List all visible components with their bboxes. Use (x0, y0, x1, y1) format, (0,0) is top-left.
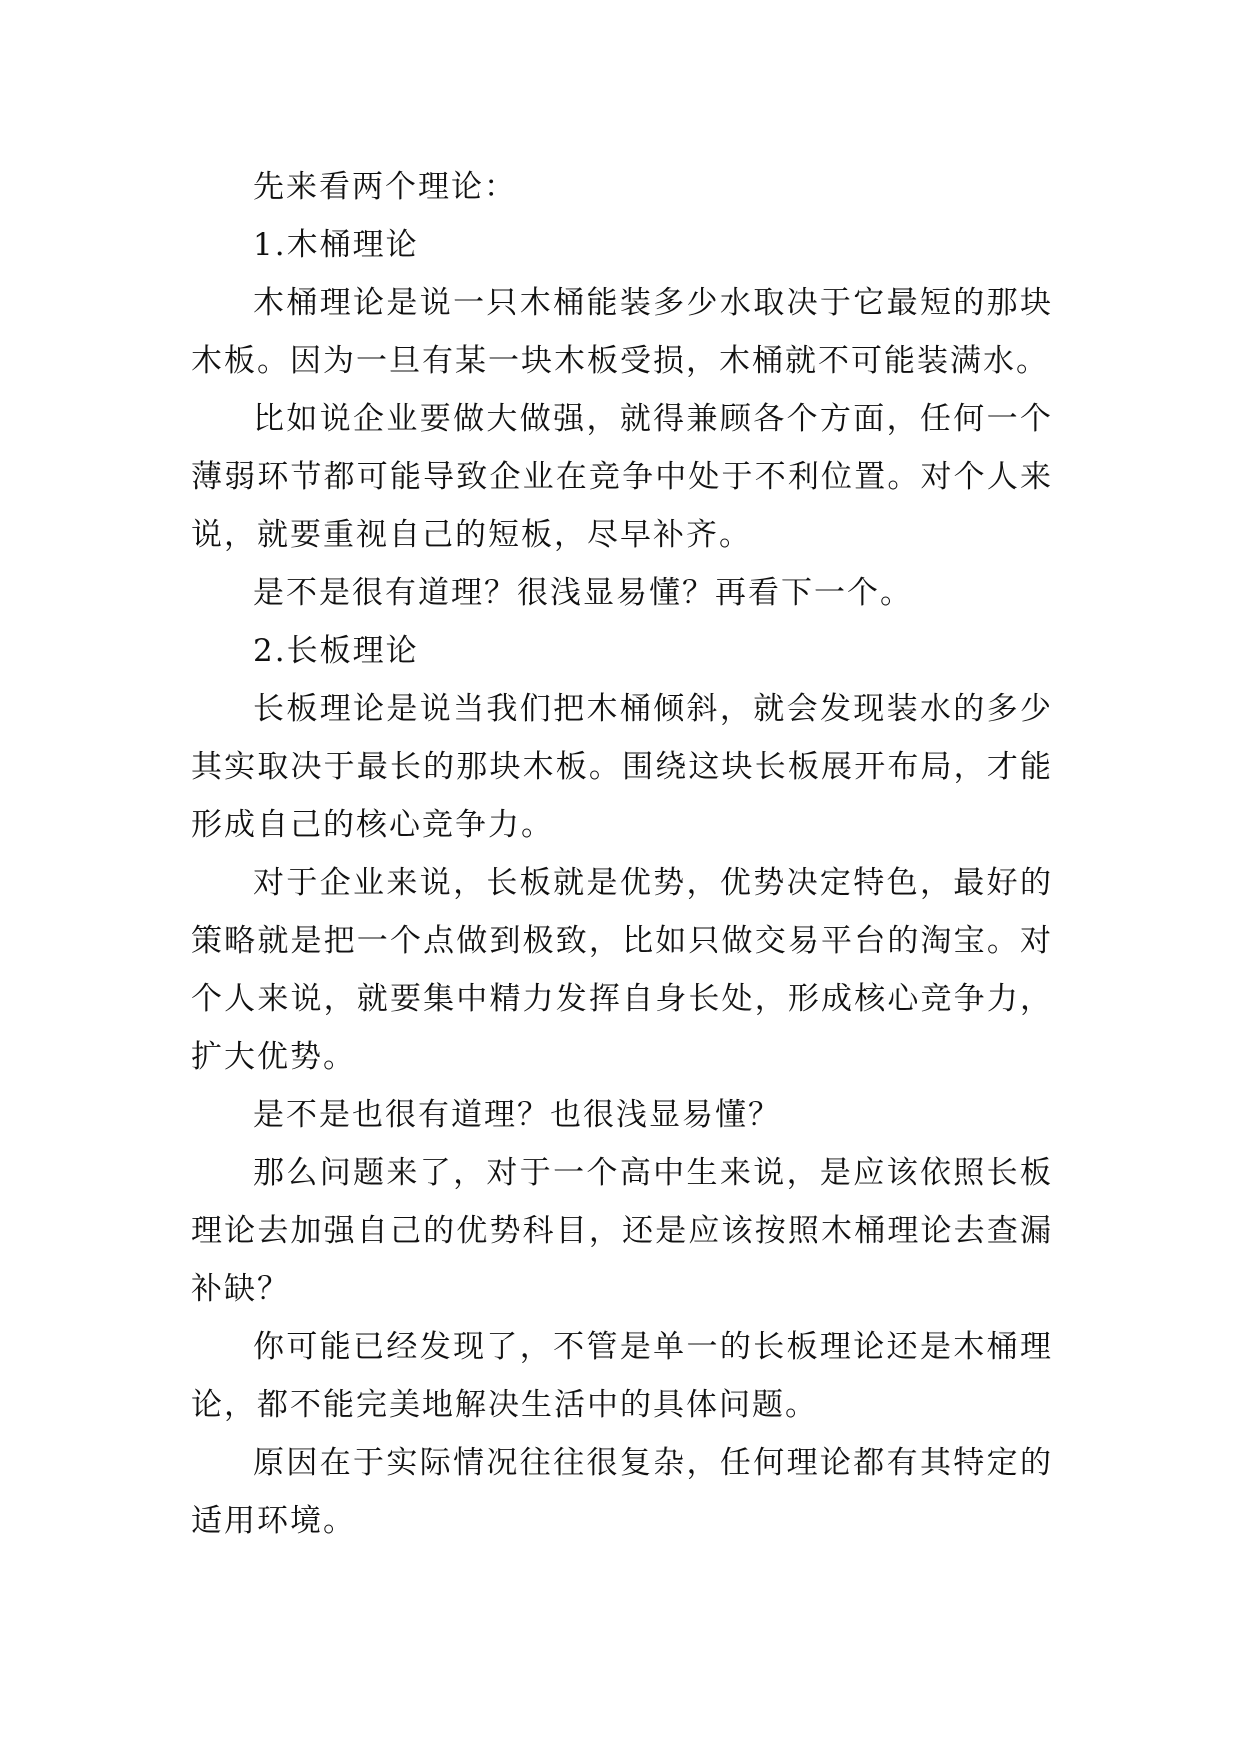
paragraph-intro: 先来看两个理论： (253, 169, 517, 205)
paragraph-long-board-definition: 长板理论是说当我们把木桶倾斜，就会发现装水的多少其实取决于最长的那块木板。围绕这块长板展开布局，才能形成自己的核心竞争力。 (191, 691, 1053, 843)
heading-bucket-theory: 1.木桶理论 (253, 227, 419, 263)
paragraph-conclusion: 原因在于实际情况往往很复杂，任何理论都有其特定的适用环境。 (191, 1445, 1053, 1539)
paragraph-observation: 你可能已经发现了，不管是单一的长板理论还是木桶理论，都不能完美地解决生活中的具体问题。 (191, 1329, 1053, 1423)
paragraph-bucket-question: 是不是很有道理？很浅显易懂？再看下一个。 (253, 575, 913, 611)
paragraph-problem: 那么问题来了，对于一个高中生来说，是应该依照长板理论去加强自己的优势科目，还是应该按照木桶理论去查漏补缺？ (191, 1155, 1053, 1307)
paragraph-long-board-question: 是不是也很有道理？也很浅显易懂？ (253, 1097, 781, 1133)
paragraph-long-board-example: 对于企业来说，长板就是优势，优势决定特色，最好的策略就是把一个点做到极致，比如只做交易平台的淘宝。对个人来说，就要集中精力发挥自身长处，形成核心竞争力，扩大优势。 (191, 865, 1053, 1075)
paragraph-bucket-example: 比如说企业要做大做强，就得兼顾各个方面，任何一个薄弱环节都可能导致企业在竞争中处于不利位置。对个人来说，就要重视自己的短板，尽早补齐。 (191, 401, 1053, 553)
document-body (191, 158, 1053, 1550)
paragraph-bucket-definition: 木桶理论是说一只木桶能装多少水取决于它最短的那块木板。因为一旦有某一块木板受损，木桶就不可能装满水。 (191, 285, 1053, 379)
heading-long-board-theory: 2.长板理论 (253, 633, 419, 669)
